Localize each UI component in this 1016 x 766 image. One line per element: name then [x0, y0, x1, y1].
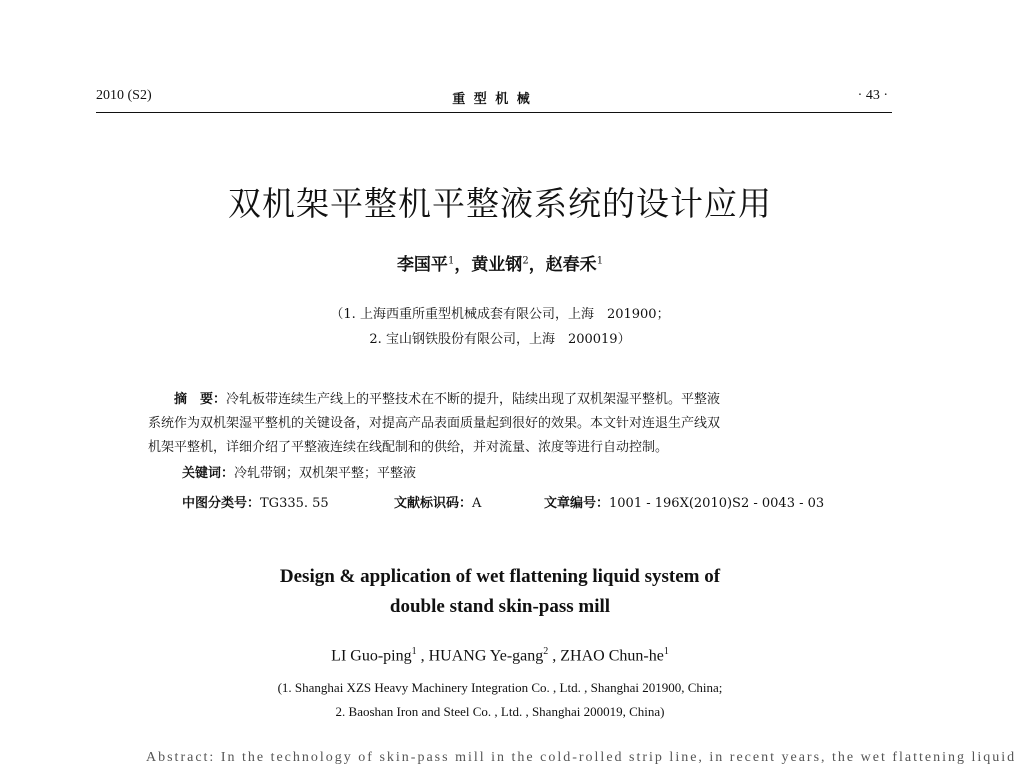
author-zh-3: 赵春禾 — [545, 255, 597, 275]
abstract-label: 摘 要： — [174, 392, 227, 407]
abstract-zh-text-3: 机架平整机，详细介绍了平整液连续在线配制和的供给，并对流量、浓度等进行自动控制。 — [148, 440, 669, 455]
abstract-chinese — [148, 388, 848, 460]
article-no-cell — [544, 492, 824, 511]
author-zh-1: 李国平 — [396, 255, 448, 275]
author-separator: ， — [528, 255, 546, 275]
title-english-line-2: double stand skin-pass mill — [389, 596, 611, 617]
page-number: · 43 · — [857, 88, 888, 103]
author-en-1: LI Guo-ping — [331, 647, 412, 665]
doc-code-label: 文献标识码： — [394, 496, 473, 511]
author-separator: , — [548, 647, 561, 665]
author-en-2: HUANG Ye-gang — [428, 647, 544, 665]
clc-value: TG335. 55 — [260, 496, 329, 511]
clc-label: 中图分类号： — [182, 496, 261, 511]
classification-row — [182, 492, 842, 511]
author-zh-3-affil: 1 — [596, 255, 604, 267]
keywords-label: 关键词： — [182, 466, 235, 481]
author-separator: ， — [454, 255, 472, 275]
abstract-zh-text-1: 冷轧板带连续生产线上的平整技术在不断的提升，陆续出现了双机架湿平整机。平整液 — [226, 392, 721, 407]
keywords-chinese — [182, 462, 416, 481]
author-en-3-affil: 1 — [663, 646, 669, 657]
abstract-zh-text-2: 系统作为双机架湿平整机的关键设备，对提高产品表面质量起到很好的效果。本文针对连退生产线双 — [148, 416, 721, 431]
header-rule — [96, 112, 892, 113]
author-en-1-affil: 1 — [411, 646, 417, 657]
running-header — [96, 88, 888, 108]
authors-chinese — [0, 250, 1000, 275]
journal-name: 重 型 机 械 — [452, 92, 532, 107]
author-zh-2-affil: 2 — [522, 255, 529, 267]
affiliation-zh-2: 2. 宝山钢铁股份有限公司，上海 200019） — [369, 332, 631, 347]
abstract-zh-line-1 — [148, 388, 848, 412]
author-zh-2: 黄业钢 — [471, 255, 523, 275]
journal-issue: 2010 (S2) — [96, 88, 152, 103]
cutoff-abstract-line — [146, 750, 1016, 765]
author-zh-1-affil: 1 — [447, 255, 455, 267]
author-en-3: ZHAO Chun-he — [560, 647, 664, 665]
clc-cell — [182, 492, 394, 511]
keywords-value: 冷轧带钢；双机架平整；平整液 — [234, 466, 417, 481]
affiliation-en-2: 2. Baoshan Iron and Steel Co. , Ltd. , Shanghai 200019, China) — [335, 704, 665, 719]
author-separator: , — [416, 647, 429, 665]
article-no-label: 文章编号： — [544, 496, 610, 511]
affiliation-zh-1: （1. 上海西重所重型机械成套有限公司，上海 201900； — [330, 307, 670, 322]
article-no-value: 1001 - 196X(2010)S2 - 0043 - 03 — [609, 496, 825, 511]
doc-code-value: A — [472, 496, 482, 511]
affiliation-en-1: (1. Shanghai XZS Heavy Machinery Integration Co. , Ltd. , Shanghai 201900, China; — [277, 680, 723, 695]
title-english-line-1: Design & application of wet flattening liquid system of — [279, 566, 721, 587]
doc-code-cell — [394, 492, 544, 511]
authors-english — [0, 646, 1000, 665]
author-en-2-affil: 2 — [543, 646, 549, 657]
cutoff-text: Abstract: In the technology of skin-pass mill in the cold-rolled strip line, in recent years, the wet flattening liquid — [146, 750, 1016, 765]
title-chinese: 双机架平整机平整液系统的设计应用 — [228, 184, 772, 223]
